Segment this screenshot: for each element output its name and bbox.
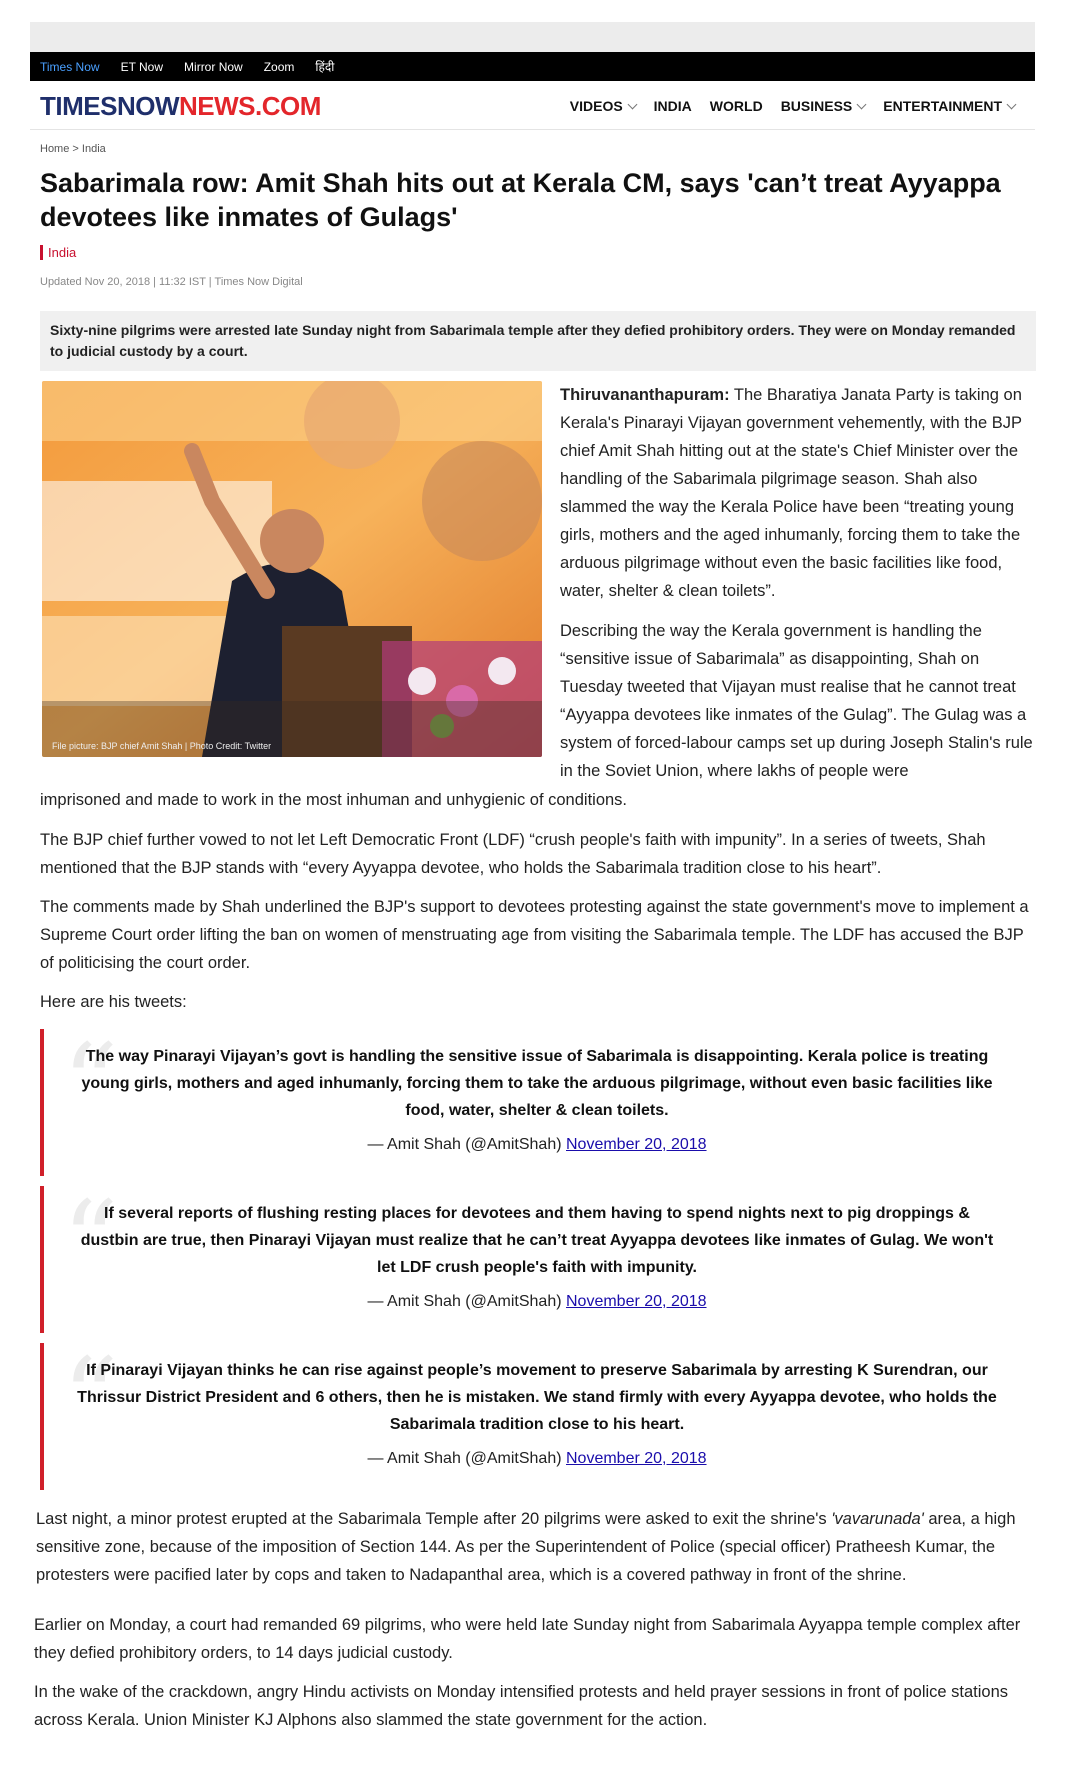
italic-term: 'vavarunada' <box>831 1510 924 1528</box>
chevron-down-icon <box>627 99 637 109</box>
tweet-source <box>44 1136 1030 1154</box>
article-paragraph-5: Here are his tweets: <box>40 993 187 1011</box>
nav-item-label: ENTERTAINMENT <box>883 98 1002 114</box>
network-link-mirror-now[interactable]: Mirror Now <box>184 59 243 74</box>
tweet-date-link[interactable]: November 20, 2018 <box>566 1450 707 1467</box>
article-photo <box>42 381 542 757</box>
tweet-embed <box>40 1020 1030 1176</box>
tweet-source <box>44 1450 1030 1468</box>
nav-item-videos[interactable] <box>570 98 636 114</box>
article-summary: Sixty-nine pilgrims were arrested late Sunday night from Sabarimala temple after they defied prohibitory orders. They were on Monday remanded to judicial custody by a court. <box>40 311 1036 371</box>
tweet-text: The way Pinarayi Vijayan’s govt is handling the sensitive issue of Sabarimala is disappointing. Kerala police is treating young girls, mothers and aged inhumanly, forcing them to take the arduous pilgrimage, without even basic facilities like food, water, shelter & clean toilets. <box>81 1048 993 1119</box>
logo-part-2: NEWS.COM <box>179 91 321 121</box>
tweet-source <box>44 1293 1030 1311</box>
article-paragraph-4: The comments made by Shah underlined the BJP's support to devotees protesting against the state government's move to implement a Supreme Court order lifting the ban on women of menstruating age from visiting the Sabarimala temple. The LDF has accused the BJP of politicising the court order. <box>40 898 1029 972</box>
article-paragraph-8: In the wake of the crackdown, angry Hindu activists on Monday intensified protests and held prayer sessions in front of police stations across Kerala. Union Minister KJ Alphons also slammed the state government for the action. <box>34 1683 1009 1729</box>
nav-item-business[interactable] <box>781 98 866 114</box>
article-paragraph-2-continued: imprisoned and made to work in the most inhuman and unhygienic of conditions. <box>40 791 628 809</box>
nav-item-world[interactable] <box>710 98 763 114</box>
chevron-down-icon <box>857 99 867 109</box>
chevron-down-icon <box>1007 99 1017 109</box>
nav-item-label: BUSINESS <box>780 98 853 114</box>
image-caption: File picture: BJP chief Amit Shah | Photo Credit: Twitter <box>52 741 272 751</box>
tweet-author: — Amit Shah (@AmitShah) <box>367 1450 566 1467</box>
article-paragraph-7: Earlier on Monday, a court had remanded 69 pilgrims, who were held late Sunday night from Sabarimala Ayyappa temple complex after they defied prohibitory orders, to 14 days judicial custody. <box>34 1616 1021 1662</box>
tweet-embed <box>40 1334 1030 1490</box>
nav-item-entertainment[interactable] <box>883 98 1015 114</box>
tweet-text: If several reports of flushing resting places for devotees and them having to spend nights next to pig droppings & dustbin are true, then Pinarayi Vijayan must realize that he can’t treat Ayyappa devotees like inmates of Gulag. We won't let LDF crush people's faith with impunity. <box>80 1205 994 1276</box>
ad-banner <box>30 22 1035 52</box>
quote-icon: “ <box>62 1020 119 1148</box>
network-link-hindi[interactable]: हिंदी <box>315 60 335 74</box>
category-tag[interactable]: India <box>40 245 76 260</box>
nav-links <box>552 98 1015 114</box>
tweet-date-link[interactable]: November 20, 2018 <box>566 1136 707 1153</box>
article-image <box>42 381 542 757</box>
article-paragraph-3: The BJP chief further vowed to not let Left Democratic Front (LDF) “crush people's faith with impunity”. In a series of tweets, Shah mentioned that the BJP stands with “every Ayyappa devotee, who holds the Sabarimala tradition close to his heart”. <box>40 831 986 877</box>
network-link-et-now[interactable]: ET Now <box>120 59 164 74</box>
tweet-author: — Amit Shah (@AmitShah) <box>367 1136 566 1153</box>
site-logo[interactable] <box>40 91 321 122</box>
paragraph-text: area, a high sensitive zone, because of the imposition of Section 144. As per the Superintendent of Police (special officer) Pratheesh Kumar, the protesters were pacified later by cops and taken to Nadapanthal area, which is a covered pathway in front of the shrine. <box>36 1510 1016 1584</box>
network-link-zoom[interactable]: Zoom <box>263 59 295 74</box>
nav-item-label: VIDEOS <box>569 98 623 114</box>
quote-icon: “ <box>62 1334 119 1462</box>
nav-item-label: INDIA <box>653 98 692 114</box>
tweet-author: — Amit Shah (@AmitShah) <box>367 1293 566 1310</box>
breadcrumb-home[interactable]: Home <box>40 143 70 155</box>
quote-icon: “ <box>62 1177 119 1305</box>
article-paragraph-2: Describing the way the Kerala government is handling the “sensitive issue of Sabarimala” as disappointing, Shah on Tuesday tweeted that Vijayan must realise that he cannot treat “Ayyappa devotees like inmates of the Gulag”. The Gulag was a system of forced-labour camps set up during Joseph Stalin's rule in the Soviet Union, where lakhs of people were <box>560 622 1033 780</box>
tweet-date-link[interactable]: November 20, 2018 <box>566 1293 707 1310</box>
page-title: Sabarimala row: Amit Shah hits out at Kerala CM, says 'can’t treat Ayyappa devotees like inmates of Gulags' <box>40 168 1001 232</box>
article-paragraph-1 <box>560 381 1038 605</box>
article-paragraph-6 <box>36 1505 1026 1589</box>
nav-item-label: WORLD <box>709 98 763 114</box>
tweet-text: If Pinarayi Vijayan thinks he can rise against people’s movement to preserve Sabarimala by arresting K Surendran, our Thrissur District President and 6 others, then he is mistaken. We stand firmly with every Ayyappa devotee, who holds the Sabarimala tradition close to his heart. <box>77 1362 997 1433</box>
main-nav <box>30 81 1035 130</box>
breadcrumb <box>40 143 106 155</box>
dateline: Thiruvananthapuram: <box>560 386 730 404</box>
paragraph-text: The Bharatiya Janata Party is taking on Kerala's Pinarayi Vijayan government vehemently, with the BJP chief Amit Shah hitting out at the state's Chief Minister over the handling of the Sabarimala pilgrimage season. Shah also slammed the way the Kerala Police have been “treating young girls, mothers and the aged inhumanly, forcing them to take the arduous pilgrimage without even the basic facilities like food, water, shelter & clean toilets”. <box>560 386 1022 600</box>
breadcrumb-separator: > <box>72 143 79 155</box>
breadcrumb-section[interactable]: India <box>81 143 106 155</box>
article-meta: Updated Nov 20, 2018 | 11:32 IST | Times Now Digital <box>40 276 303 288</box>
tweet-embed <box>40 1177 1030 1333</box>
nav-item-india[interactable] <box>654 98 692 114</box>
network-link-times-now[interactable]: Times Now <box>40 59 100 74</box>
paragraph-text: Last night, a minor protest erupted at the Sabarimala Temple after 20 pilgrims were asked to exit the shrine's <box>36 1510 832 1528</box>
network-bar <box>30 52 1035 81</box>
logo-part-1: TIMESNOW <box>40 91 179 121</box>
